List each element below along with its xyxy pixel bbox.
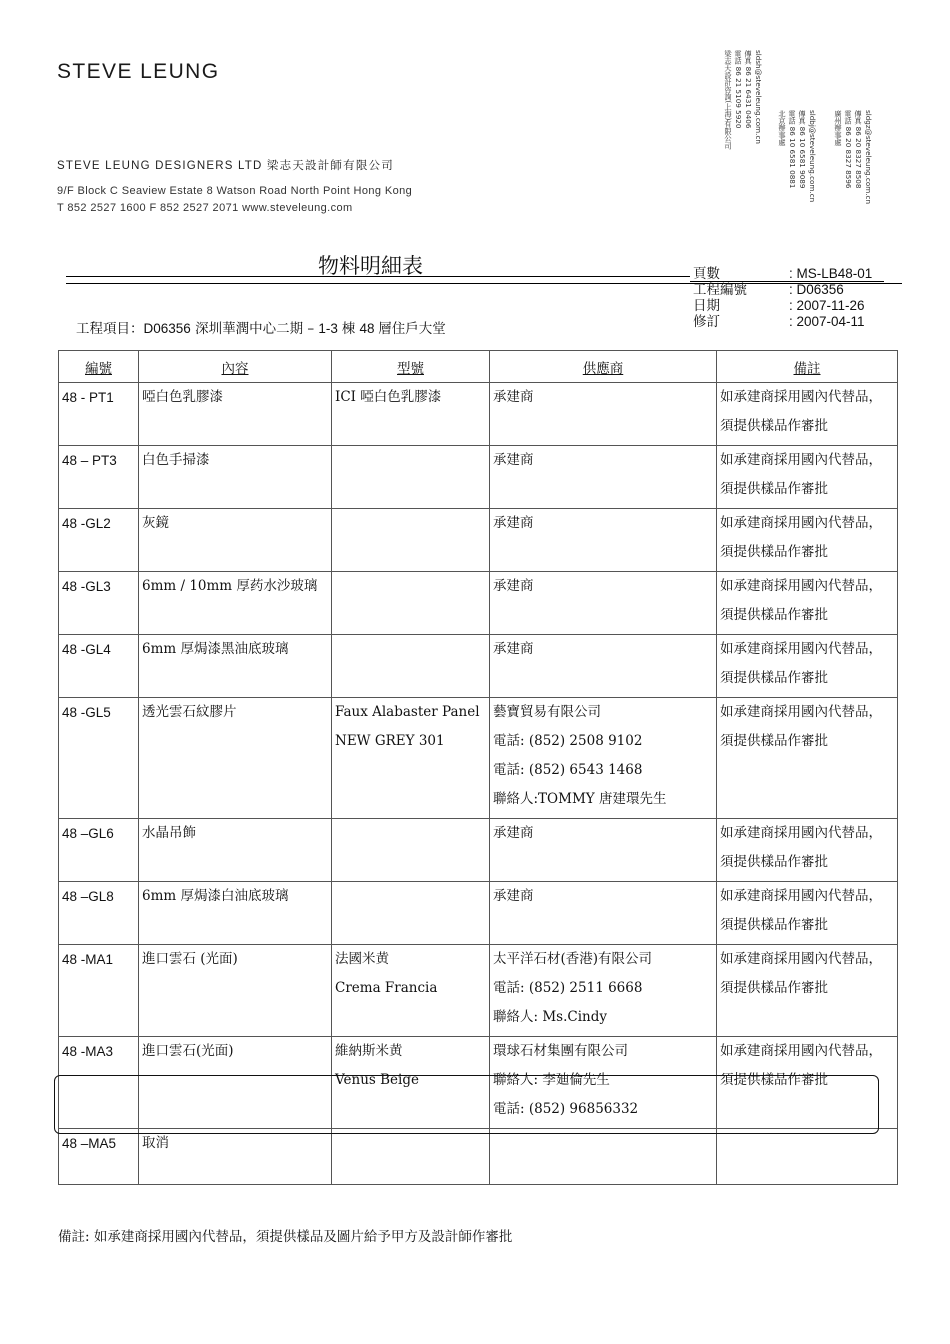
row-code-line: 48 –GL6 <box>62 826 114 841</box>
row-supplier-line: 聯絡人: Ms.Cindy <box>493 1009 607 1025</box>
row-code-line: 48 –GL8 <box>62 889 114 904</box>
row-remark <box>717 383 898 446</box>
row-remark <box>717 945 898 1037</box>
row-model-line: 法國米黄 <box>335 951 389 967</box>
row-supplier-line: 聯絡人: 李廸倫先生 <box>493 1072 610 1088</box>
row-supplier-line: 環球石材集團有限公司 <box>493 1043 628 1059</box>
row-supplier-line: 藝寶貿易有限公司 <box>493 704 601 720</box>
row-content-line: 取消 <box>142 1135 169 1151</box>
row-remark <box>717 635 898 698</box>
company-address <box>57 183 412 217</box>
meta-row-page: 頁數 : MS-LB48-01 <box>693 266 873 282</box>
table-row <box>59 509 898 572</box>
row-remark <box>717 509 898 572</box>
row-content-line: 啞白色乳膠漆 <box>142 389 223 405</box>
table-row <box>59 635 898 698</box>
row-code <box>59 635 139 698</box>
row-supplier-line: 承建商 <box>493 641 534 657</box>
row-remark-line: 須提供樣品作審批 <box>720 1072 828 1088</box>
row-content <box>139 383 332 446</box>
row-content <box>139 635 332 698</box>
row-code <box>59 819 139 882</box>
row-content <box>139 698 332 819</box>
row-supplier-line: 承建商 <box>493 825 534 841</box>
row-code-line: 48 -MA1 <box>62 952 114 967</box>
row-remark-line: 如承建商採用國內代替品， <box>720 951 882 967</box>
row-code-line: 48 -MA3 <box>62 1044 114 1059</box>
row-code <box>59 698 139 819</box>
office-guangzhou-tel: 電話 86 20 8327 8596 <box>844 110 853 189</box>
row-remark <box>717 698 898 819</box>
table-body <box>59 383 898 1185</box>
row-content <box>139 1129 332 1185</box>
office-shanghai-name: 梁志天設計咨詢(上海)有限公司 <box>724 50 733 150</box>
row-code-line: 48 – PT3 <box>62 453 117 468</box>
row-model <box>332 446 490 509</box>
row-content <box>139 509 332 572</box>
row-supplier <box>490 446 717 509</box>
row-model-line: NEW GREY 301 <box>335 733 445 749</box>
row-remark <box>717 882 898 945</box>
header-content: 內容 <box>139 351 332 383</box>
row-remark-line: 如承建商採用國內代替品， <box>720 389 882 405</box>
row-supplier-line: 電話: (852) 96856332 <box>493 1101 639 1117</box>
row-content <box>139 446 332 509</box>
row-content-line: 水晶吊飾 <box>142 825 196 841</box>
row-remark-line: 須提供樣品作審批 <box>720 418 828 434</box>
project-line: 工程項目：D06356 深圳華潤中心二期 – 1-3 棟 48 層住戶大堂 <box>76 321 446 337</box>
row-code <box>59 945 139 1037</box>
row-remark-line: 須提供樣品作審批 <box>720 917 828 933</box>
header-supplier: 供應商 <box>490 351 717 383</box>
header-model: 型號 <box>332 351 490 383</box>
row-code-line: 48 -GL2 <box>62 516 111 531</box>
row-remark-line: 如承建商採用國內代替品， <box>720 1043 882 1059</box>
row-content-line: 進口雲石(光面) <box>142 1043 234 1059</box>
row-supplier <box>490 509 717 572</box>
row-remark-line: 如承建商採用國內代替品， <box>720 452 882 468</box>
row-content-line: 透光雲石紋膠片 <box>142 704 237 720</box>
office-guangzhou-email: sldgz@steveleung.com.cn <box>864 110 873 205</box>
row-supplier-line: 承建商 <box>493 452 534 468</box>
row-model <box>332 635 490 698</box>
row-remark-line: 須提供樣品作審批 <box>720 544 828 560</box>
title-rule <box>66 276 690 277</box>
meta-row-project-no: 工程編號 : D06356 <box>693 282 844 298</box>
company-name: STEVE LEUNG DESIGNERS LTD 梁志天設計師有限公司 <box>57 160 394 172</box>
row-code <box>59 509 139 572</box>
row-code-line: 48 -GL4 <box>62 642 111 657</box>
row-supplier <box>490 635 717 698</box>
contact-line: T 852 2527 1600 F 852 2527 2071 www.steveleung.com <box>57 202 353 214</box>
row-content <box>139 572 332 635</box>
document-title: 物料明細表 <box>318 254 423 278</box>
row-model-line: Crema Francia <box>335 980 438 996</box>
row-remark-line: 如承建商採用國內代替品， <box>720 515 882 531</box>
header-code: 編號 <box>59 351 139 383</box>
row-model-line: Faux Alabaster Panel <box>335 704 480 720</box>
table-row <box>59 698 898 819</box>
table-row <box>59 945 898 1037</box>
row-supplier <box>490 572 717 635</box>
row-model <box>332 698 490 819</box>
row-model <box>332 572 490 635</box>
row-supplier <box>490 819 717 882</box>
row-remark <box>717 819 898 882</box>
row-supplier-line: 電話: (852) 2511 6668 <box>493 980 643 996</box>
row-content-line: 6mm / 10mm 厚药水沙玻璃 <box>142 578 318 594</box>
materials-table <box>58 350 898 1185</box>
row-code <box>59 572 139 635</box>
row-remark-line: 須提供樣品作審批 <box>720 481 828 497</box>
row-code-line: 48 - PT1 <box>62 390 114 405</box>
row-content-line: 6mm 厚焗漆黑油底玻璃 <box>142 641 289 657</box>
row-supplier-line: 太平洋石材(香港)有限公司 <box>493 951 653 967</box>
row-model <box>332 509 490 572</box>
row-content <box>139 945 332 1037</box>
office-guangzhou-fax: 傳真 86 20 8327 8508 <box>854 110 863 189</box>
cancelled-row-highlight <box>54 1075 879 1134</box>
row-supplier <box>490 945 717 1037</box>
meta-row-date: 日期 : 2007-11-26 <box>693 298 865 314</box>
row-remark <box>717 1129 898 1185</box>
table-row <box>59 572 898 635</box>
row-model <box>332 1129 490 1185</box>
row-remark-line: 如承建商採用國內代替品， <box>720 578 882 594</box>
table-row <box>59 383 898 446</box>
row-supplier-line: 承建商 <box>493 888 534 904</box>
row-remark-line: 如承建商採用國內代替品， <box>720 825 882 841</box>
row-model-line: ICI 啞白色乳膠漆 <box>335 389 442 405</box>
row-supplier-line: 電話: (852) 6543 1468 <box>493 762 643 778</box>
row-content-line: 灰鏡 <box>142 515 169 531</box>
office-contacts <box>724 50 884 230</box>
office-shanghai-fax: 傳真 86 21 6431 0406 <box>744 50 753 129</box>
table-row <box>59 819 898 882</box>
row-supplier <box>490 698 717 819</box>
row-supplier <box>490 882 717 945</box>
row-remark <box>717 572 898 635</box>
row-content <box>139 882 332 945</box>
row-remark-line: 如承建商採用國內代替品， <box>720 888 882 904</box>
row-code-line: 48 –MA5 <box>62 1136 117 1151</box>
row-model-line: 維納斯米黄 <box>335 1043 403 1059</box>
row-supplier-line: 承建商 <box>493 389 534 405</box>
office-guangzhou-name: 廣州辦事處 <box>834 110 843 146</box>
row-remark-line: 須提供樣品作審批 <box>720 607 828 623</box>
row-content-line: 白色手掃漆 <box>142 452 210 468</box>
table-row <box>59 446 898 509</box>
row-remark-line: 須提供樣品作審批 <box>720 733 828 749</box>
row-remark-line: 須提供樣品作審批 <box>720 670 828 686</box>
company-logo: STEVE LEUNG <box>57 60 220 83</box>
row-model <box>332 882 490 945</box>
document-meta <box>693 266 872 330</box>
row-code-line: 48 -GL3 <box>62 579 111 594</box>
row-remark-line: 須提供樣品作審批 <box>720 980 828 996</box>
row-model <box>332 383 490 446</box>
row-code <box>59 1129 139 1185</box>
meta-row-revision: 修訂 : 2007-04-11 <box>693 314 865 330</box>
table-header-row <box>59 351 898 383</box>
office-shanghai-email: sldsh@steveleung.com.cn <box>754 50 763 144</box>
row-remark-line: 須提供樣品作審批 <box>720 854 828 870</box>
row-content <box>139 819 332 882</box>
row-model-line: Venus Beige <box>335 1072 419 1088</box>
row-code-line: 48 -GL5 <box>62 705 111 720</box>
address-line: 9/F Block C Seaview Estate 8 Watson Road North Point Hong Kong <box>57 185 413 197</box>
row-supplier <box>490 383 717 446</box>
office-beijing-email: sldbj@steveleung.com.cn <box>808 110 817 203</box>
row-remark-line: 如承建商採用國內代替品， <box>720 704 882 720</box>
row-remark <box>717 446 898 509</box>
table-row <box>59 882 898 945</box>
row-code <box>59 882 139 945</box>
office-shanghai-tel: 電話 86 21 5109 5920 <box>734 50 743 129</box>
row-code <box>59 383 139 446</box>
office-beijing-tel: 電話 86 10 6581 0881 <box>788 110 797 189</box>
header-remark: 備註 <box>717 351 898 383</box>
table-row <box>59 1129 898 1185</box>
office-beijing-name: 北京辦事處 <box>778 110 787 146</box>
row-supplier-line: 聯絡人:TOMMY 唐建環先生 <box>493 791 667 807</box>
row-supplier-line: 承建商 <box>493 515 534 531</box>
row-model <box>332 945 490 1037</box>
row-supplier-line: 電話: (852) 2508 9102 <box>493 733 643 749</box>
row-content-line: 6mm 厚焗漆白油底玻璃 <box>142 888 289 904</box>
row-supplier <box>490 1129 717 1185</box>
footer-remark: 備註: 如承建商採用國內代替品，須提供樣品及圖片給予甲方及設計師作審批 <box>58 1229 513 1245</box>
office-beijing-fax: 傳真 86 10 6581 9089 <box>798 110 807 189</box>
row-model <box>332 819 490 882</box>
row-code <box>59 446 139 509</box>
row-remark-line: 如承建商採用國內代替品， <box>720 641 882 657</box>
row-content-line: 進口雲石 (光面) <box>142 951 238 967</box>
row-supplier-line: 承建商 <box>493 578 534 594</box>
